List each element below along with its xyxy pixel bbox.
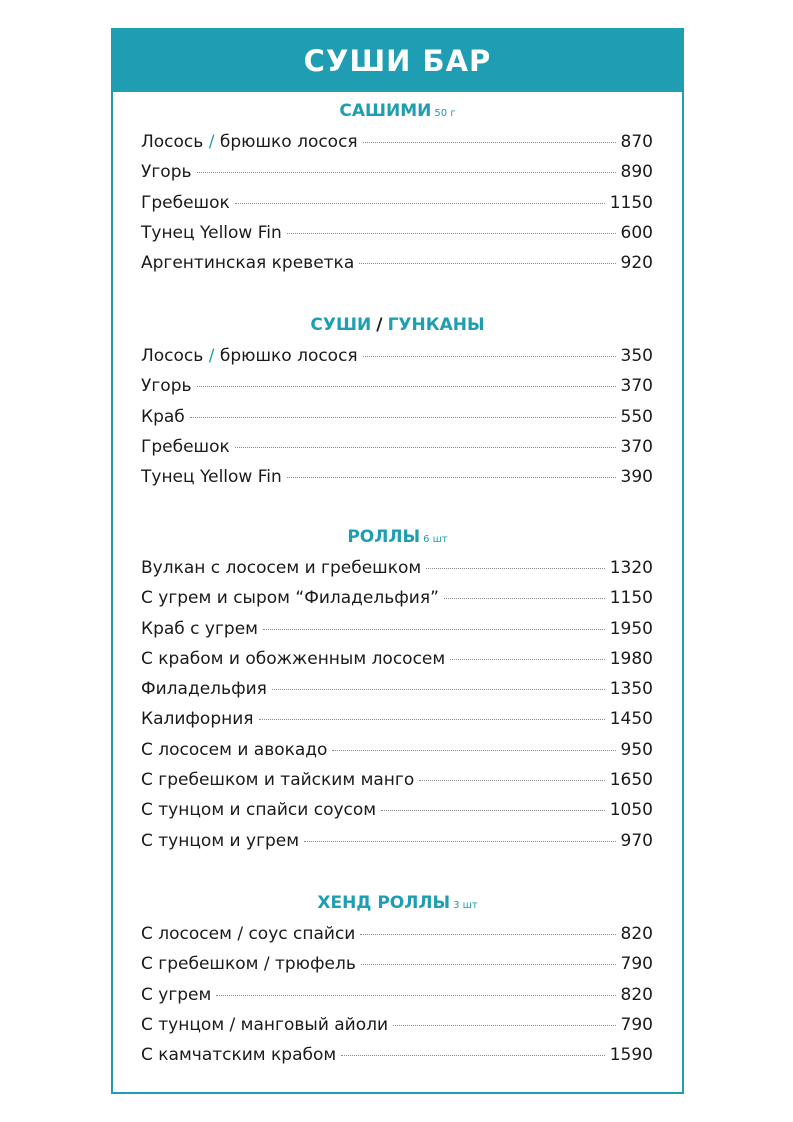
menu-item-name: Тунец Yellow Fin — [141, 467, 282, 488]
menu-item — [113, 826, 682, 856]
section-title-text: РОЛЛЫ — [347, 527, 421, 547]
dot-leader — [360, 934, 615, 935]
menu-item-name: С угрем — [141, 984, 212, 1005]
menu-item-name: С лососем и авокадо — [141, 739, 328, 760]
menu-item-price: 600 — [620, 222, 653, 243]
dot-leader — [235, 203, 605, 204]
menu-item — [113, 644, 682, 674]
menu-item — [113, 371, 682, 401]
menu-item-name: Калифорния — [141, 709, 254, 730]
dot-leader — [235, 447, 616, 448]
dot-leader — [444, 598, 605, 599]
menu-item-price: 1350 — [609, 679, 653, 700]
section-title-text: САШИМИ — [339, 101, 432, 121]
menu-item — [113, 127, 682, 157]
dot-leader — [363, 142, 616, 143]
menu-item-price: 920 — [620, 253, 653, 274]
menu-item-price: 950 — [620, 739, 653, 760]
section-rolls — [113, 524, 682, 856]
menu-item-price: 890 — [620, 162, 653, 183]
menu-item — [113, 188, 682, 218]
menu-item-name: С гребешком / трюфель — [141, 954, 356, 975]
menu-item-price: 820 — [620, 924, 653, 944]
menu-item — [113, 704, 682, 734]
dot-leader — [190, 417, 616, 418]
section-title — [113, 98, 682, 124]
menu-item-name: Филадельфия — [141, 679, 267, 700]
menu-item — [113, 980, 682, 1010]
dot-leader — [287, 477, 616, 478]
section-title — [113, 890, 682, 916]
menu-item — [113, 1040, 682, 1070]
menu-item-price: 390 — [620, 467, 653, 488]
menu-item-name: С крабом и обожженным лососем — [141, 648, 446, 669]
dot-leader — [197, 386, 616, 387]
menu-item — [113, 765, 682, 795]
menu-item-name: Угорь — [141, 162, 192, 183]
dot-leader — [197, 172, 616, 173]
dot-leader — [304, 841, 615, 842]
menu-item-name: С лососем / соус спайси — [141, 924, 356, 944]
menu-item — [113, 735, 682, 765]
section-title — [113, 312, 682, 338]
menu-item-price: 1450 — [609, 709, 653, 730]
section-unit: 50 г — [434, 108, 456, 119]
menu-item — [113, 583, 682, 613]
menu-item-name: Краб — [141, 406, 185, 427]
dot-leader — [426, 568, 605, 569]
menu-item-name: С тунцом / манговый айоли — [141, 1014, 389, 1035]
menu-item-price: 1650 — [609, 770, 653, 791]
menu-item — [113, 795, 682, 825]
menu-item-name: С тунцом и спайси соусом — [141, 800, 377, 821]
dot-leader — [363, 356, 616, 357]
section-hand-rolls — [113, 890, 682, 1070]
menu-item-name: Краб с угрем — [141, 618, 258, 639]
menu-item-name: С камчатским крабом — [141, 1045, 337, 1066]
menu-item-name: Гребешок — [141, 192, 230, 213]
menu-item-name: С угрем и сыром “Филадельфия” — [141, 588, 439, 609]
dot-leader — [263, 629, 605, 630]
dot-leader — [361, 964, 616, 965]
section-title — [113, 524, 682, 550]
section-unit: 3 шт — [453, 900, 478, 911]
menu-item-price: 1320 — [609, 558, 653, 578]
menu-item — [113, 614, 682, 644]
menu-item — [113, 432, 682, 462]
section-title-text: СУШИ — [310, 315, 372, 335]
dot-leader — [259, 719, 605, 720]
menu-item-name: С гребешком и тайским манго — [141, 770, 415, 791]
dot-leader — [450, 659, 605, 660]
section-title-text: ХЕНД РОЛЛЫ — [317, 893, 451, 913]
menu-item-price: 820 — [620, 984, 653, 1005]
dot-leader — [381, 810, 605, 811]
dot-leader — [419, 780, 604, 781]
dot-leader — [341, 1055, 605, 1056]
page-title: СУШИ БАР — [303, 44, 492, 78]
menu-item-price: 1980 — [609, 648, 653, 669]
menu-item — [113, 919, 682, 949]
menu-item-name: Вулкан с лососем и гребешком — [141, 558, 422, 578]
menu-item-name: Гребешок — [141, 436, 230, 457]
dot-leader — [393, 1025, 615, 1026]
menu-item — [113, 402, 682, 432]
menu-item-price: 370 — [620, 436, 653, 457]
menu-item-name: Лосось / брюшко лосося — [141, 346, 358, 366]
menu-item-price: 550 — [620, 406, 653, 427]
menu-item-name: Аргентинская креветка — [141, 253, 355, 274]
menu-item-name: Тунец Yellow Fin — [141, 222, 282, 243]
menu-item-price: 790 — [620, 1014, 653, 1035]
menu-item-price: 1150 — [609, 192, 653, 213]
menu-item-price: 970 — [620, 830, 653, 851]
menu-item-price: 1050 — [609, 800, 653, 821]
menu-item — [113, 1010, 682, 1040]
menu-item-name: Угорь — [141, 376, 192, 397]
menu-item — [113, 674, 682, 704]
menu-item — [113, 157, 682, 187]
menu-item — [113, 341, 682, 371]
menu-item-name: Лосось / брюшко лосося — [141, 132, 358, 152]
menu-item-price: 1150 — [609, 588, 653, 609]
menu-item — [113, 462, 682, 492]
section-title-slash: / — [376, 315, 383, 335]
dot-leader — [216, 995, 615, 996]
title-banner — [113, 30, 682, 92]
menu-item — [113, 553, 682, 583]
menu-item — [113, 949, 682, 979]
menu-item-price: 1950 — [609, 618, 653, 639]
menu-frame — [111, 28, 684, 1094]
section-unit: 6 шт — [423, 534, 448, 545]
dot-leader — [272, 689, 605, 690]
menu-item-price: 1590 — [609, 1045, 653, 1066]
menu-item-price: 370 — [620, 376, 653, 397]
section-sushi — [113, 312, 682, 492]
dot-leader — [359, 263, 615, 264]
dot-leader — [287, 233, 616, 234]
section-title-text: ГУНКАНЫ — [387, 315, 485, 335]
section-sashimi — [113, 98, 682, 278]
menu-item-price: 350 — [620, 346, 653, 366]
dot-leader — [332, 750, 615, 751]
menu-item — [113, 248, 682, 278]
menu-item-name: С тунцом и угрем — [141, 830, 300, 851]
menu-item-price: 790 — [620, 954, 653, 975]
menu-item-price: 870 — [620, 132, 653, 152]
menu-item — [113, 218, 682, 248]
